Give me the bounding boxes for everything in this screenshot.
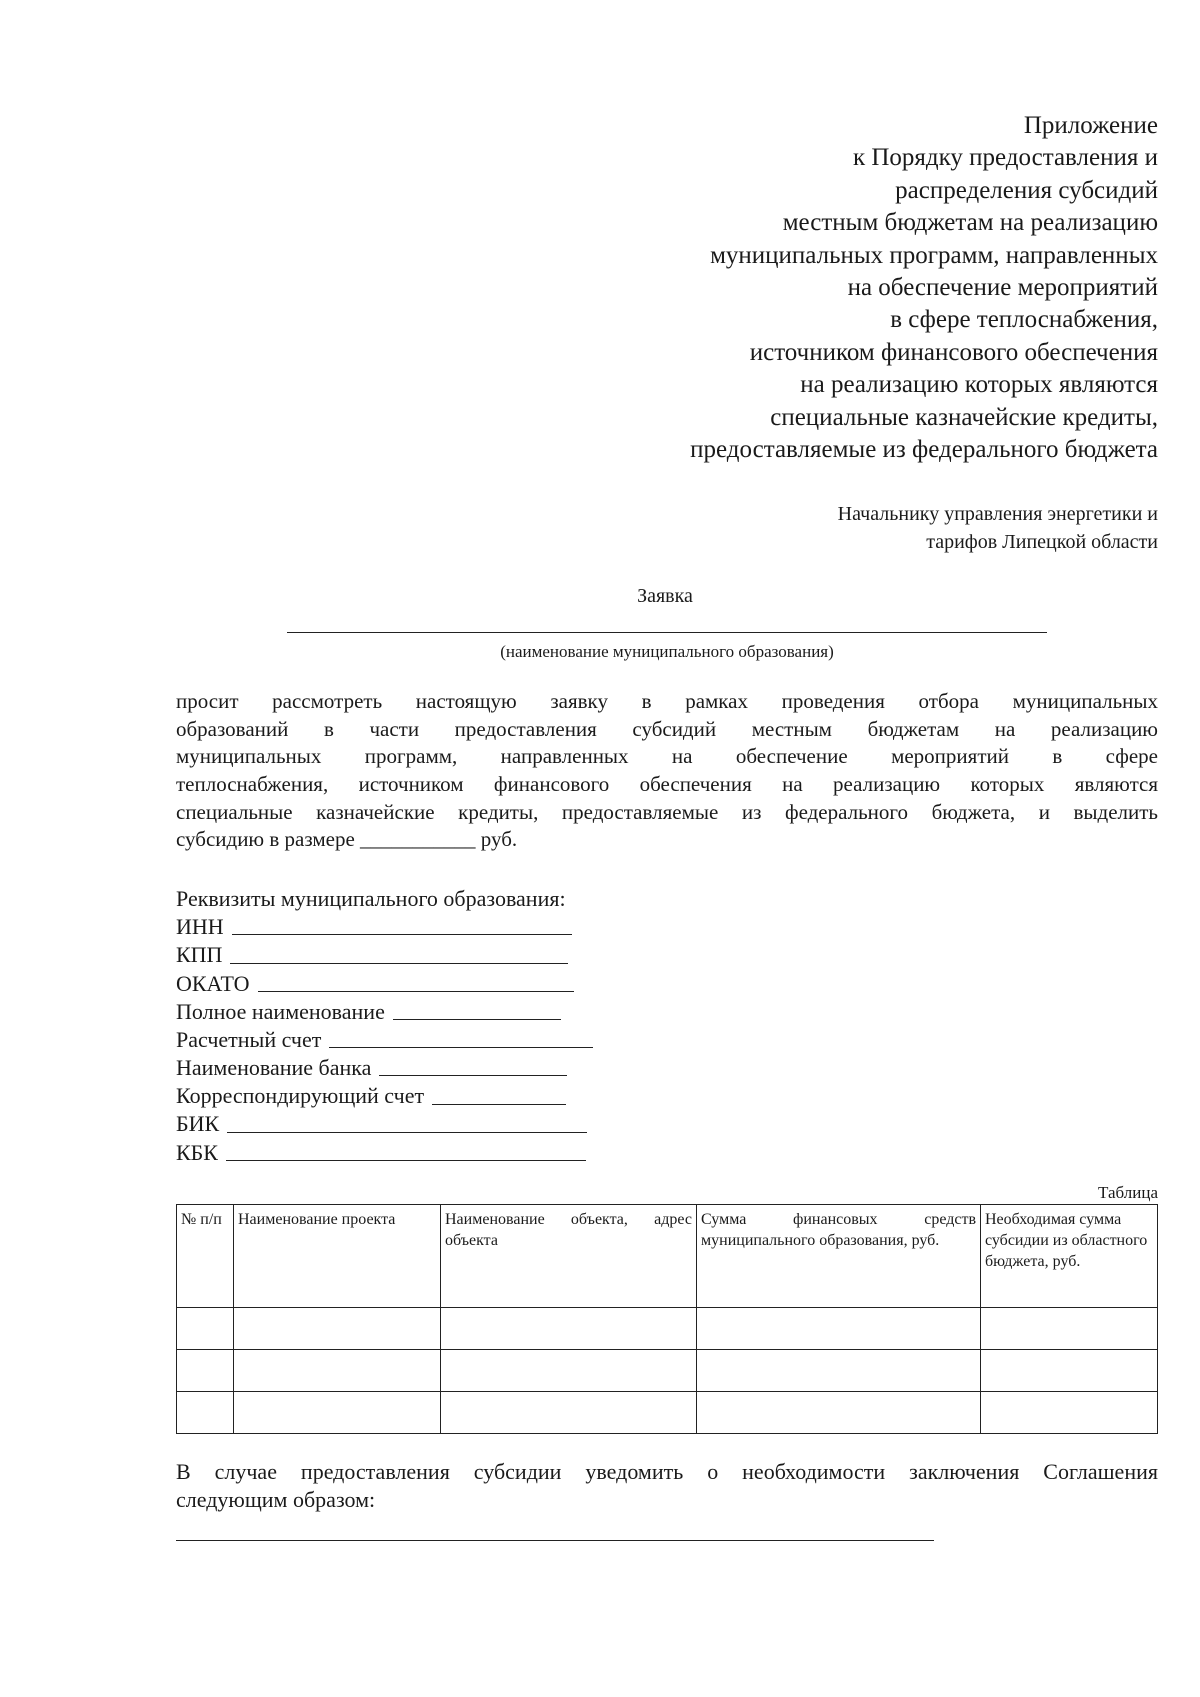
municipality-name-field[interactable]	[287, 632, 1047, 633]
table-cell[interactable]	[234, 1392, 441, 1434]
appendix-line: муниципальных программ, направленных	[710, 241, 1158, 269]
col-project-name: Наименование проекта	[234, 1205, 441, 1308]
col-required-subsidy: Необходимая сумма субсидии из областного бюджета, руб.	[981, 1205, 1158, 1308]
field-inn: ИНН	[176, 913, 593, 941]
request-paragraph	[176, 688, 1158, 854]
appendix-line: специальные казначейские кредиты,	[770, 403, 1158, 431]
inn-input[interactable]	[232, 934, 572, 935]
appendix-line: к Порядку предоставления и	[852, 144, 1158, 172]
okato-input[interactable]	[258, 991, 574, 992]
table-cell[interactable]	[177, 1350, 234, 1392]
document-title: Заявка	[637, 585, 693, 607]
kpp-input[interactable]	[230, 963, 568, 964]
table-cell[interactable]	[234, 1308, 441, 1350]
projects-table	[176, 1204, 1158, 1434]
appendix-line: местным бюджетам на реализацию	[782, 209, 1158, 237]
paragraph-last-line	[176, 826, 1158, 854]
table-caption: Таблица	[1098, 1183, 1158, 1202]
field-corr-account: Корреспондирующий счет	[176, 1082, 593, 1110]
appendix-line: на обеспечение мероприятий	[847, 274, 1158, 302]
table-cell[interactable]	[234, 1350, 441, 1392]
currency-label: руб.	[480, 827, 518, 852]
addressee-block	[658, 500, 1158, 556]
field-bank-name: Наименование банка	[176, 1054, 593, 1082]
closing-line: В случае предоставления субсидии уведомить о необходимости заключения Соглашения	[176, 1459, 1158, 1484]
subsidy-amount-field[interactable]: ___________	[360, 827, 476, 852]
field-kpp: КПП	[176, 941, 593, 969]
field-bik: БИК	[176, 1111, 593, 1139]
field-account: Расчетный счет	[176, 1026, 593, 1054]
closing-paragraph	[176, 1458, 1158, 1514]
requisites-block	[176, 885, 593, 1167]
account-input[interactable]	[329, 1047, 593, 1048]
appendix-line: предоставляемые из федерального бюджета	[690, 436, 1158, 464]
table-row	[177, 1308, 1158, 1350]
bik-input[interactable]	[227, 1132, 587, 1133]
table-cell[interactable]	[177, 1308, 234, 1350]
addressee-line: Начальнику управления энергетики и	[837, 503, 1158, 525]
paragraph-line: просит рассмотреть настоящую заявку в рамках проведения отбора муниципальных	[176, 689, 1158, 713]
paragraph-line: специальные казначейские кредиты, предоставляемые из федерального бюджета, и выделить	[176, 799, 1158, 824]
addressee-line: тарифов Липецкой области	[926, 531, 1158, 553]
col-number: № п/п	[177, 1205, 234, 1308]
table-cell[interactable]	[697, 1350, 981, 1392]
field-full-name: Полное наименование	[176, 998, 593, 1026]
municipality-name-caption: (наименование муниципального образования)	[500, 642, 834, 661]
closing-line: следующим образом:	[176, 1487, 376, 1512]
field-kbk: КБК	[176, 1139, 593, 1167]
table-header-row	[177, 1205, 1158, 1308]
col-municipal-funds: Сумма финансовых средств муниципального образования, руб.	[697, 1205, 981, 1308]
table-cell[interactable]	[981, 1350, 1158, 1392]
appendix-line: в сфере теплоснабжения,	[890, 306, 1158, 334]
paragraph-line: муниципальных программ, направленных на обеспечение мероприятий в сфере	[176, 744, 1158, 769]
full-name-input[interactable]	[393, 1019, 561, 1020]
appendix-line: распределения субсидий	[895, 176, 1158, 204]
table-cell[interactable]	[697, 1308, 981, 1350]
kbk-input[interactable]	[226, 1160, 586, 1161]
table-row	[177, 1392, 1158, 1434]
table-cell[interactable]	[981, 1308, 1158, 1350]
table-cell[interactable]	[697, 1392, 981, 1434]
appendix-line: на реализацию которых являются	[800, 371, 1158, 399]
table-row	[177, 1350, 1158, 1392]
notification-method-field[interactable]	[176, 1540, 934, 1541]
appendix-line: источником финансового обеспечения	[749, 338, 1158, 366]
paragraph-line: образований в части предоставления субсидий местным бюджетам на реализацию	[176, 716, 1158, 741]
requisites-heading: Реквизиты муниципального образования:	[176, 885, 566, 911]
field-okato: ОКАТО	[176, 970, 593, 998]
paragraph-line: теплоснабжения, источником финансового обеспечения на реализацию которых являются	[176, 772, 1158, 797]
bank-name-input[interactable]	[379, 1075, 567, 1076]
table-cell[interactable]	[441, 1392, 697, 1434]
subsidy-amount-label: субсидию в размере	[176, 827, 355, 852]
table-cell[interactable]	[441, 1308, 697, 1350]
table-cell[interactable]	[441, 1350, 697, 1392]
corr-account-input[interactable]	[432, 1104, 566, 1105]
appendix-header	[538, 110, 1158, 466]
col-object-address: Наименование объекта, адрес объекта	[441, 1205, 697, 1308]
table-cell[interactable]	[981, 1392, 1158, 1434]
table-cell[interactable]	[177, 1392, 234, 1434]
appendix-line: Приложение	[1023, 112, 1158, 139]
